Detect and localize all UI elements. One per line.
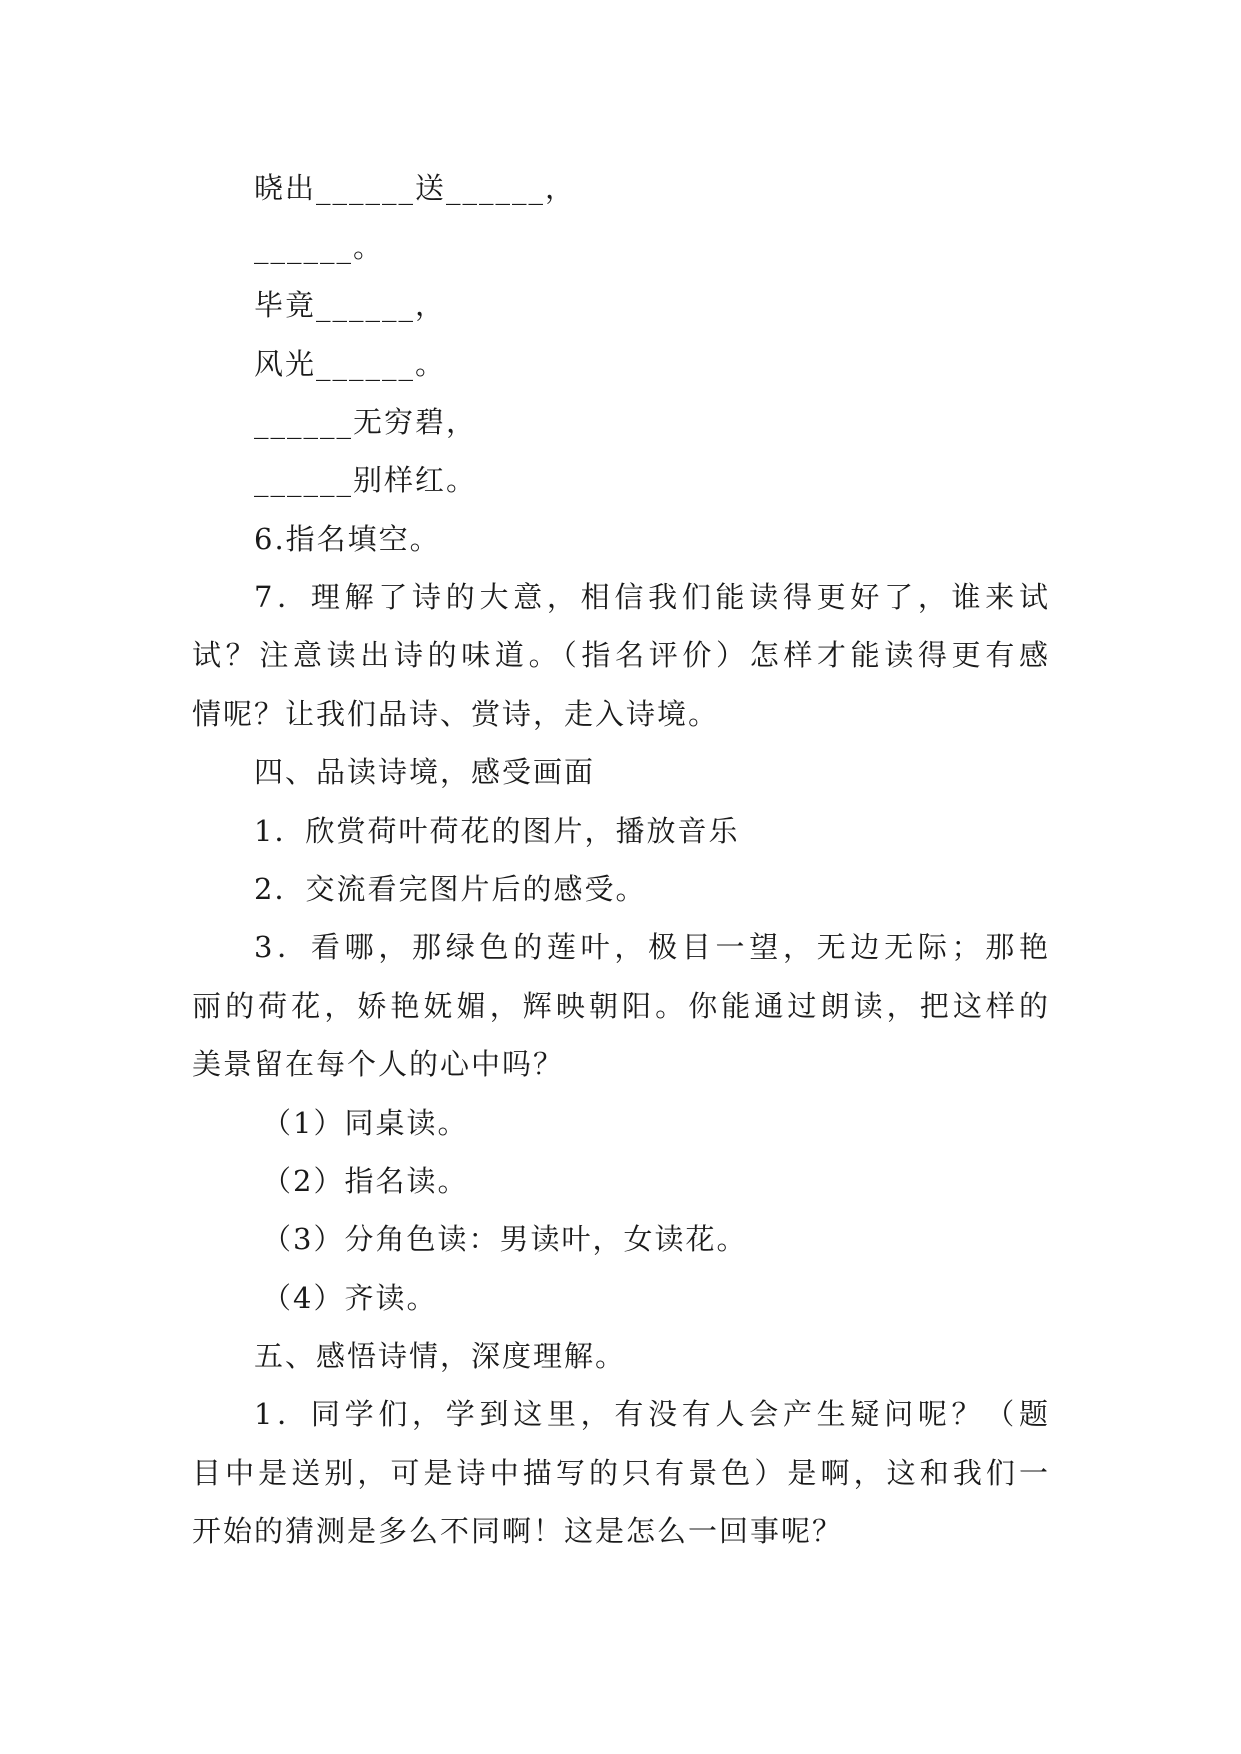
- step-7-line-1: 7．理解了诗的大意，相信我们能读得更好了，谁来试: [254, 580, 1050, 614]
- section-5-item-1-line-2: 目中是送别，可是诗中描写的只有景色）是啊，这和我们一: [192, 1456, 1050, 1490]
- reading-option-1: （1）同桌读。: [262, 1106, 469, 1140]
- poem-blank-line-5: ______无穷碧，: [254, 405, 478, 439]
- step-7-line-2: 试？注意读出诗的味道。（指名评价）怎样才能读得更有感: [192, 638, 1050, 672]
- poem-blank-line-1: 晓出______送______，: [254, 171, 577, 205]
- reading-option-2: （2）指名读。: [262, 1164, 469, 1198]
- section-5-heading: 五、感悟诗情，深度理解。: [254, 1339, 627, 1373]
- section-4-heading: 四、品读诗境，感受画面: [254, 755, 596, 789]
- step-6: 6.指名填空。: [254, 522, 441, 556]
- section-5-item-1-line-3: 开始的猜测是多么不同啊！这是怎么一回事呢？: [192, 1514, 844, 1548]
- section-4-item-2: 2．交流看完图片后的感受。: [254, 872, 647, 906]
- reading-option-3: （3）分角色读：男读叶，女读花。: [262, 1222, 748, 1256]
- step-7-line-3: 情呢？让我们品诗、赏诗，走入诗境。: [192, 697, 720, 731]
- section-5-item-1-line-1: 1．同学们，学到这里，有没有人会产生疑问呢？（题: [254, 1397, 1050, 1431]
- section-4-item-3-line-3: 美景留在每个人的心中吗？: [192, 1047, 565, 1081]
- reading-option-4: （4）齐读。: [262, 1281, 438, 1315]
- section-4-item-3-line-2: 丽的荷花，娇艳妩媚，辉映朝阳。你能通过朗读，把这样的: [192, 989, 1050, 1023]
- section-4-item-1: 1．欣赏荷叶荷花的图片，播放音乐: [254, 814, 740, 848]
- poem-blank-line-4: 风光______。: [254, 347, 447, 381]
- poem-blank-line-2: ______。: [254, 230, 385, 264]
- section-4-item-3-line-1: 3．看哪，那绿色的莲叶，极目一望，无边无际；那艳: [254, 930, 1050, 964]
- poem-blank-line-3: 毕竟______，: [254, 288, 447, 322]
- poem-blank-line-6: ______别样红。: [254, 463, 478, 497]
